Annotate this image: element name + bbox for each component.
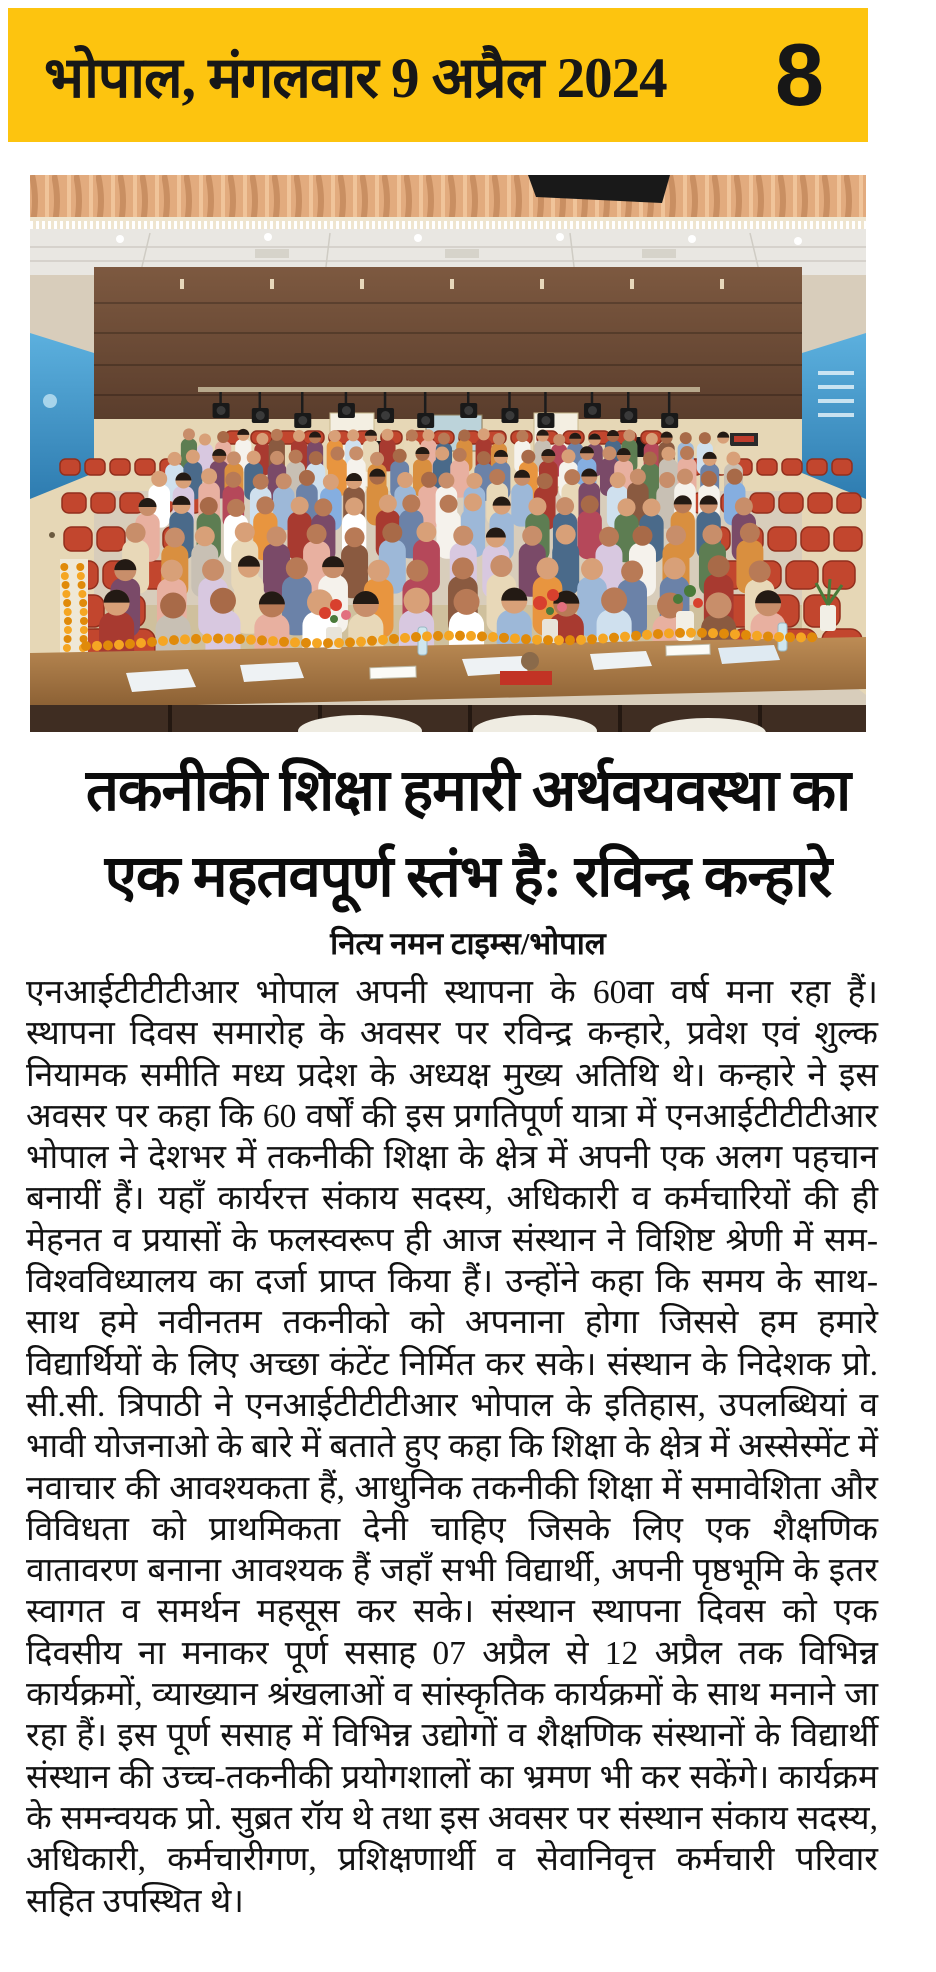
masthead-dateline: भोपाल, मंगलवार 9 अप्रैल 2024 xyxy=(44,47,667,110)
headline-line-1: तकनीकी शिक्षा हमारी अर्थवयवस्था का xyxy=(85,758,851,823)
headline xyxy=(0,748,936,920)
masthead-page-number: 8 xyxy=(775,25,824,124)
wood-panel-wall xyxy=(94,267,802,419)
light-truss xyxy=(198,387,700,392)
name-plate xyxy=(370,666,416,679)
name-plate xyxy=(666,644,710,656)
headline-line-2: एक महतवपूर्ण स्तंभ है: रविन्द्र कन्हारे xyxy=(104,844,832,909)
article-photo xyxy=(30,175,866,732)
curtain-valance xyxy=(30,175,866,221)
red-book xyxy=(500,671,552,685)
article xyxy=(0,748,936,1922)
masthead-banner xyxy=(8,8,868,142)
auditorium-group-photo-illustration xyxy=(30,175,866,732)
byline: नित्य नमन टाइम्स/भोपाल xyxy=(330,926,606,961)
article-body: एनआईटीटीटीआर भोपाल अपनी स्थापना के 60वा वर्ष मना रहा हैं। स्थापना दिवस समारोह के अवसर पर रविन्द्र कन्हारे, प्रवेश एवं शुल्क नियामक समीति मध्य प्रदेश के अध्यक्ष मुख्य अतिथि थे। कन्हारे ने इस अवसर पर कहा कि 60 वर्षों की इस प्रगतिपूर्ण यात्रा में एनआईटीटीटीआर भोपाल ने देशभर में तकनीकी शिक्षा के क्षेत्र में अपनी एक अलग पहचान बनायीं हैं। यहाँ कार्यरत्त संकाय सदस्य, अधिकारी व कर्मचारियों की ही मेहनत व प्रयासों के फलस्वरूप ही आज संस्थान ने विशिष्ट श्रेणी में सम-विश्वविध्यालय का दर्जा प्राप्त किया हैं। उन्होंने कहा कि समय के साथ-साथ हमे नवीनतम तकनीको को अपनाना होगा जिससे हम हमारे विद्यार्थियों के लिए अच्छा कंटेंट निर्मित कर सके। संस्थान के निदेशक प्रो. सी.सी. त्रिपाठी ने एनआईटीटीटीआर भोपाल के इतिहास, उपलब्धियां व भावी योजनाओ के बारे में बताते हुए कहा कि शिक्षा के क्षेत्र में अस्सेस्मेंट में नवाचार की आवश्यकता हैं, आधुनिक तकनीकी शिक्षा में समावेशिता और विविधता को प्राथमिकता देनी चाहिए जिसके लिए एक शैक्षणिक वातावरण बनाना आवश्यक हैं जहाँ सभी विद्यार्थी, अपनी पृष्ठभूमि के इतर स्वागत व समर्थन महसूस कर सके। संस्थान स्थापना दिवस को एक दिवसीय ना मनाकर पूर्ण ससाह 07 अप्रैल से 12 अप्रैल तक विभिन्न कार्यक्रमों, व्याख्यान श्रंखलाओं व सांस्कृतिक कार्यक्रमों के साथ मनाने जा रहा हैं। इस पूर्ण ससाह में विभिन्न उद्योगों व शैक्षणिक संस्थानों के विद्यार्थी संस्थान की उच्च-तकनीकी प्रयोगशालों का भ्रमण भी कर सकेंगे। कार्यक्रम के समन्वयक प्रो. सुब्रत रॉय थे तथा इस अवसर पर संस्थान संकाय सदस्य, अधिकारी, कर्मचारीगण, प्रशिक्षणार्थी व सेवानिवृत्त कर्मचारी परिवार सहित उपस्थित थे। xyxy=(26,974,878,1920)
paperweight xyxy=(521,652,539,670)
